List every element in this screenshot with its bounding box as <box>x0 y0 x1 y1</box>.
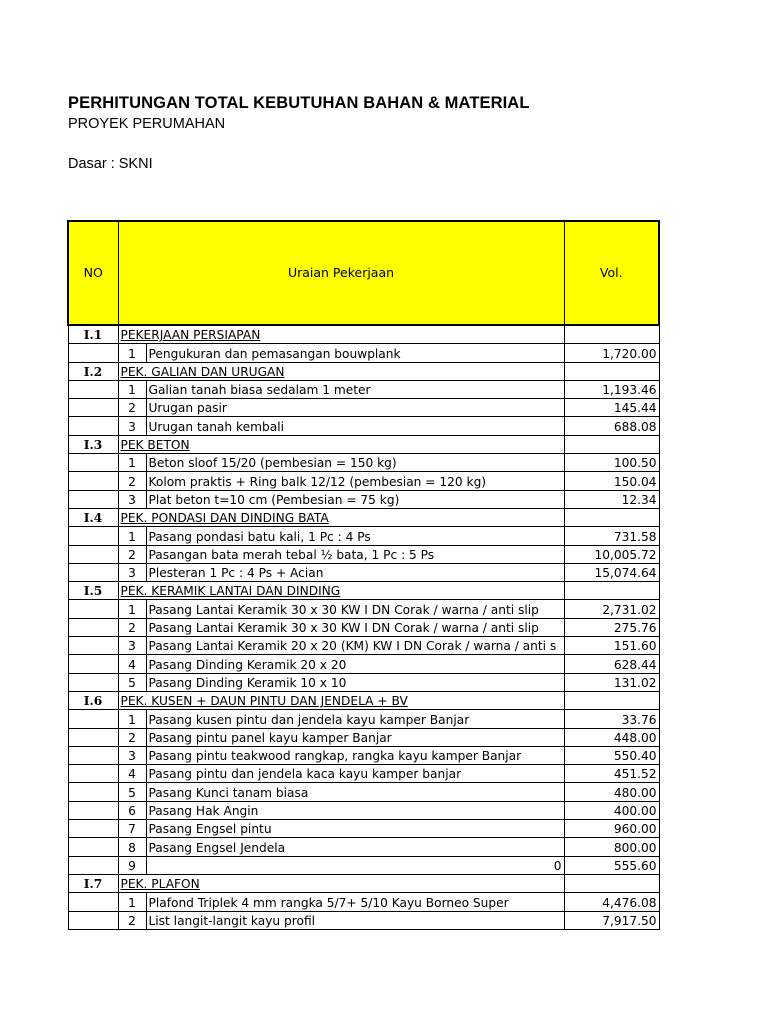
item-number: 1 <box>118 527 146 545</box>
table-row <box>68 600 659 618</box>
header-no: NO <box>68 221 118 325</box>
section-volume-cell <box>564 362 659 380</box>
empty-cell <box>68 344 118 362</box>
section-number: I.1 <box>68 325 118 344</box>
section-title: PEKERJAAN PERSIAPAN <box>118 325 564 344</box>
table-row <box>68 417 659 435</box>
item-volume: 12.34 <box>564 490 659 508</box>
item-description: Pengukuran dan pemasangan bouwplank <box>146 344 564 362</box>
table-header-row <box>68 221 659 325</box>
item-number: 7 <box>118 820 146 838</box>
section-title: PEK. KERAMIK LANTAI DAN DINDING <box>118 582 564 600</box>
item-number: 2 <box>118 545 146 563</box>
item-number: 8 <box>118 838 146 856</box>
item-description: Pasang Lantai Keramik 30 x 30 KW I DN Corak / warna / anti slip <box>146 618 564 636</box>
table-row <box>68 618 659 636</box>
header-description: Uraian Pekerjaan <box>118 221 564 325</box>
item-number: 5 <box>118 783 146 801</box>
item-volume: 451.52 <box>564 765 659 783</box>
item-description: Kolom praktis + Ring balk 12/12 (pembesian = 120 kg) <box>146 472 564 490</box>
empty-cell <box>68 655 118 673</box>
section-row <box>68 691 659 709</box>
table-row <box>68 490 659 508</box>
table-row <box>68 545 659 563</box>
item-number: 4 <box>118 765 146 783</box>
item-volume: 448.00 <box>564 728 659 746</box>
item-volume: 10,005.72 <box>564 545 659 563</box>
table-row <box>68 746 659 764</box>
section-row <box>68 582 659 600</box>
basis-label: Dasar : SKNI <box>68 156 153 172</box>
table-row <box>68 527 659 545</box>
section-row <box>68 874 659 892</box>
item-description: Plafond Triplek 4 mm rangka 5/7+ 5/10 Kayu Borneo Super <box>146 893 564 911</box>
item-number: 2 <box>118 911 146 929</box>
item-number: 1 <box>118 600 146 618</box>
item-volume: 151.60 <box>564 637 659 655</box>
table-row <box>68 673 659 691</box>
item-description: Pasangan bata merah tebal ½ bata, 1 Pc : 5 Ps <box>146 545 564 563</box>
section-title: PEK. PONDASI DAN DINDING BATA <box>118 508 564 526</box>
item-description: Pasang Engsel pintu <box>146 820 564 838</box>
table-body <box>68 221 659 929</box>
item-volume: 150.04 <box>564 472 659 490</box>
table-row <box>68 710 659 728</box>
item-volume: 628.44 <box>564 655 659 673</box>
empty-cell <box>68 637 118 655</box>
item-description: Pasang Kunci tanam biasa <box>146 783 564 801</box>
empty-cell <box>68 801 118 819</box>
section-volume-cell <box>564 874 659 892</box>
table-row <box>68 472 659 490</box>
section-row <box>68 325 659 344</box>
empty-cell <box>68 454 118 472</box>
section-number: I.2 <box>68 362 118 380</box>
section-number: I.3 <box>68 435 118 453</box>
section-volume-cell <box>564 508 659 526</box>
item-description: Pasang Engsel Jendela <box>146 838 564 856</box>
item-number: 9 <box>118 856 146 874</box>
item-number: 2 <box>118 472 146 490</box>
section-title: PEK. KUSEN + DAUN PINTU DAN JENDELA + BV <box>118 691 564 709</box>
empty-cell <box>68 399 118 417</box>
section-row <box>68 435 659 453</box>
table-row <box>68 765 659 783</box>
item-number: 4 <box>118 655 146 673</box>
document-title: PERHITUNGAN TOTAL KEBUTUHAN BAHAN & MATERIAL <box>68 94 530 112</box>
item-number: 3 <box>118 637 146 655</box>
item-volume: 960.00 <box>564 820 659 838</box>
empty-cell <box>68 545 118 563</box>
item-volume: 400.00 <box>564 801 659 819</box>
empty-cell <box>68 490 118 508</box>
table-row <box>68 563 659 581</box>
item-number: 1 <box>118 380 146 398</box>
section-volume-cell <box>564 691 659 709</box>
item-volume: 33.76 <box>564 710 659 728</box>
item-description: Galian tanah biasa sedalam 1 meter <box>146 380 564 398</box>
item-description: Plat beton t=10 cm (Pembesian = 75 kg) <box>146 490 564 508</box>
item-description: Pasang Dinding Keramik 20 x 20 <box>146 655 564 673</box>
table-row <box>68 454 659 472</box>
item-description: Urugan tanah kembali <box>146 417 564 435</box>
item-description: Pasang Lantai Keramik 30 x 30 KW I DN Corak / warna / anti slip <box>146 600 564 618</box>
table-row <box>68 838 659 856</box>
item-number: 3 <box>118 563 146 581</box>
empty-cell <box>68 527 118 545</box>
item-number: 3 <box>118 490 146 508</box>
item-number: 2 <box>118 399 146 417</box>
section-row <box>68 362 659 380</box>
item-description: 0 <box>146 856 564 874</box>
empty-cell <box>68 380 118 398</box>
section-number: I.6 <box>68 691 118 709</box>
empty-cell <box>68 600 118 618</box>
item-description: Pasang pintu dan jendela kaca kayu kamper banjar <box>146 765 564 783</box>
table-row <box>68 380 659 398</box>
item-number: 1 <box>118 344 146 362</box>
table-row <box>68 783 659 801</box>
item-number: 3 <box>118 417 146 435</box>
item-number: 6 <box>118 801 146 819</box>
header-volume: Vol. <box>564 221 659 325</box>
empty-cell <box>68 728 118 746</box>
empty-cell <box>68 618 118 636</box>
item-volume: 800.00 <box>564 838 659 856</box>
item-description: Pasang kusen pintu dan jendela kayu kamper Banjar <box>146 710 564 728</box>
section-number: I.5 <box>68 582 118 600</box>
empty-cell <box>68 673 118 691</box>
item-volume: 1,193.46 <box>564 380 659 398</box>
item-description: Pasang Hak Angin <box>146 801 564 819</box>
item-number: 1 <box>118 893 146 911</box>
project-subtitle: PROYEK PERUMAHAN <box>68 116 226 132</box>
empty-cell <box>68 838 118 856</box>
item-volume: 145.44 <box>564 399 659 417</box>
work-quantity-table <box>67 220 660 930</box>
empty-cell <box>68 710 118 728</box>
empty-cell <box>68 856 118 874</box>
empty-cell <box>68 783 118 801</box>
section-title: PEK. GALIAN DAN URUGAN <box>118 362 564 380</box>
table-row <box>68 399 659 417</box>
item-description: Pasang Dinding Keramik 10 x 10 <box>146 673 564 691</box>
table-row <box>68 801 659 819</box>
table-row <box>68 728 659 746</box>
item-volume: 4,476.08 <box>564 893 659 911</box>
item-volume: 15,074.64 <box>564 563 659 581</box>
item-volume: 2,731.02 <box>564 600 659 618</box>
empty-cell <box>68 893 118 911</box>
empty-cell <box>68 472 118 490</box>
item-volume: 131.02 <box>564 673 659 691</box>
section-row <box>68 508 659 526</box>
item-volume: 275.76 <box>564 618 659 636</box>
item-description: Pasang pintu panel kayu kamper Banjar <box>146 728 564 746</box>
section-number: I.4 <box>68 508 118 526</box>
section-volume-cell <box>564 435 659 453</box>
item-volume: 480.00 <box>564 783 659 801</box>
item-description: Plesteran 1 Pc : 4 Ps + Acian <box>146 563 564 581</box>
table-row <box>68 637 659 655</box>
empty-cell <box>68 911 118 929</box>
item-volume: 100.50 <box>564 454 659 472</box>
item-volume: 555.60 <box>564 856 659 874</box>
item-volume: 7,917.50 <box>564 911 659 929</box>
table-row <box>68 655 659 673</box>
empty-cell <box>68 563 118 581</box>
item-number: 2 <box>118 618 146 636</box>
item-description: Pasang pondasi batu kali, 1 Pc : 4 Ps <box>146 527 564 545</box>
item-description: Pasang Lantai Keramik 20 x 20 (KM) KW I DN Corak / warna / anti s <box>146 637 564 655</box>
item-number: 1 <box>118 454 146 472</box>
item-description: Beton sloof 15/20 (pembesian = 150 kg) <box>146 454 564 472</box>
item-number: 3 <box>118 746 146 764</box>
item-volume: 550.40 <box>564 746 659 764</box>
item-volume: 731.58 <box>564 527 659 545</box>
section-number: I.7 <box>68 874 118 892</box>
empty-cell <box>68 746 118 764</box>
item-number: 5 <box>118 673 146 691</box>
item-description: Pasang pintu teakwood rangkap, rangka kayu kamper Banjar <box>146 746 564 764</box>
item-number: 1 <box>118 710 146 728</box>
section-volume-cell <box>564 325 659 344</box>
table-row <box>68 911 659 929</box>
item-volume: 1,720.00 <box>564 344 659 362</box>
table-row <box>68 344 659 362</box>
table-row <box>68 856 659 874</box>
item-number: 2 <box>118 728 146 746</box>
section-title: PEK. PLAFON <box>118 874 564 892</box>
empty-cell <box>68 820 118 838</box>
table-row <box>68 820 659 838</box>
empty-cell <box>68 417 118 435</box>
section-title: PEK BETON <box>118 435 564 453</box>
table-row <box>68 893 659 911</box>
item-volume: 688.08 <box>564 417 659 435</box>
item-description: Urugan pasir <box>146 399 564 417</box>
empty-cell <box>68 765 118 783</box>
section-volume-cell <box>564 582 659 600</box>
item-description: List langit-langit kayu profil <box>146 911 564 929</box>
